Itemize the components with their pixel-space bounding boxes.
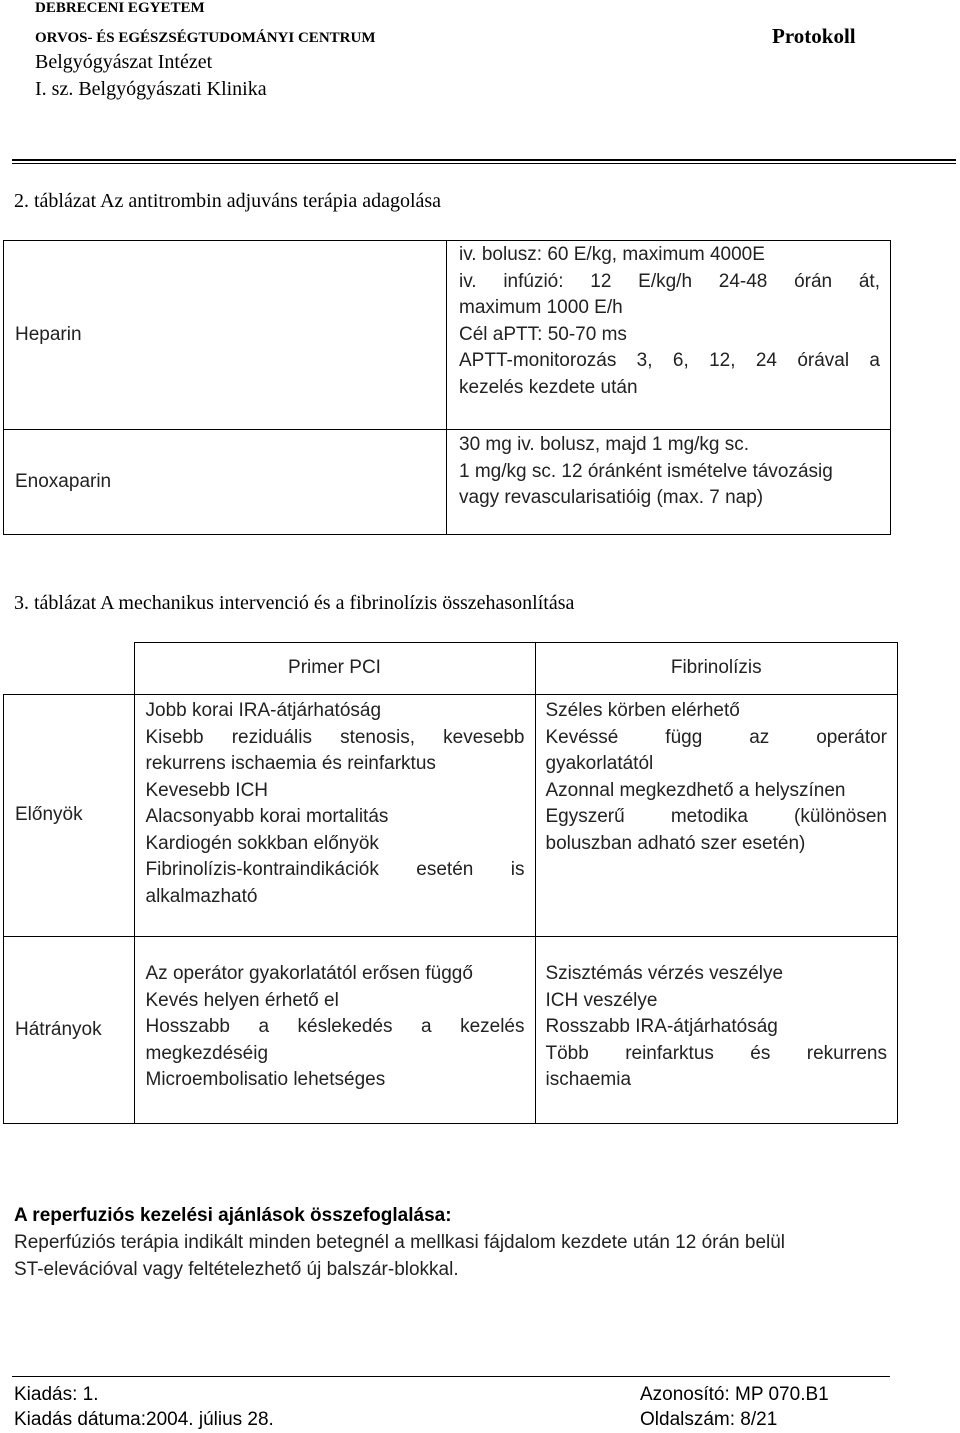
table2: [3, 240, 891, 535]
table2-drug-cell: [4, 241, 447, 430]
summary-heading: A reperfuziós kezelési ajánlások összefoglalása:: [14, 1205, 452, 1226]
row-label-cell: [4, 695, 135, 937]
clinic-name: I. sz. Belgyógyászati Klinika: [35, 78, 267, 100]
table3: [3, 642, 898, 1124]
institute-name: Belgyógyászat Intézet: [35, 51, 213, 73]
table2-dosage-cell: [447, 430, 891, 535]
fibrinolysis-text: Széles körben elérhető Kevéssé függ az operátor gyakorlatától Azonnal megkezdhető a helyszínen Egyszerű metodika (különösen boluszban adható szer esetén): [545, 700, 887, 854]
document-id: Azonosító: MP 070.B1: [640, 1384, 829, 1405]
pci-text: Az operátor gyakorlatától erősen függő Kevés helyen érhető el Hosszabb a késlekedés a kezelés megkezdéséig Microembolisatio lehetséges: [145, 963, 525, 1090]
institution-name: DEBRECENI EGYETEM: [35, 0, 205, 16]
header-rule-bottom: [12, 163, 956, 164]
footer-rule: [12, 1376, 890, 1377]
table2-dosage-cell: [447, 241, 891, 430]
issue-number: Kiadás: 1.: [14, 1384, 99, 1405]
drug-name: Enoxaparin: [15, 470, 112, 492]
fibrinolysis-cell: [535, 695, 898, 937]
table-row: [4, 695, 898, 937]
page-number: Oldalszám: 8/21: [640, 1409, 778, 1430]
column-header-pci: Primer PCI: [134, 643, 535, 695]
issue-date: Kiadás dátuma:2004. július 28.: [14, 1409, 274, 1430]
summary-line: Reperfúziós terápia indikált minden betegnél a mellkasi fájdalom kezdete után 12 órán belül: [14, 1232, 786, 1253]
table-header-row: [4, 643, 898, 695]
dosage-text: iv. bolusz: 60 E/kg, maximum 4000E iv. infúzió: 12 E/kg/h 24-48 órán át, maximum 1000 E/h Cél aPTT: 50-70 ms APTT-monitorozás 3, 6, 12, 24 órával a kezelés kezdete után: [459, 244, 880, 398]
dosage-text: 30 mg iv. bolusz, majd 1 mg/kg sc. 1 mg/kg sc. 12 óránként ismételve távozásig vagy revascularisatióig (max. 7 nap): [459, 434, 833, 508]
table-row: [4, 241, 891, 430]
table3-caption: 3. táblázat A mechanikus intervenció és a fibrinolízis összehasonlítása: [14, 592, 575, 614]
table-row: [4, 937, 898, 1124]
table2-drug-cell: [4, 430, 447, 535]
fibrinolysis-text: Szisztémás vérzés veszélye ICH veszélye Rosszabb IRA-átjárhatóság Több reinfarktus és rekurrens ischaemia: [545, 963, 887, 1090]
center-name: ORVOS- ÉS EGÉSZSÉGTUDOMÁNYI CENTRUM: [35, 30, 376, 46]
column-header-fibrinolysis: Fibrinolízis: [535, 643, 898, 695]
row-label: Előnyök: [15, 804, 83, 826]
header-rule-top: [12, 159, 956, 161]
doc-type: Protokoll: [772, 24, 856, 48]
pci-cell: [134, 695, 535, 937]
table-row: [4, 430, 891, 535]
row-label: Hátrányok: [15, 1018, 102, 1040]
pci-cell: [134, 937, 535, 1124]
pci-text: Jobb korai IRA-átjárhatóság Kisebb reziduális stenosis, kevesebb rekurrens ischaemia és reinfarktus Kevesebb ICH Alacsonyabb korai mortalitás Kardiogén sokkban előnyök Fibrinolízis-kontraindikációk esetén is alkalmazható: [145, 700, 525, 907]
summary-line: ST-elevációval vagy feltételezhető új balszár-blokkal.: [14, 1259, 459, 1280]
fibrinolysis-cell: [535, 937, 898, 1124]
drug-name: Heparin: [15, 323, 82, 345]
corner-cell: [4, 643, 135, 695]
row-label-cell: [4, 937, 135, 1124]
table2-caption: 2. táblázat Az antitrombin adjuváns terápia adagolása: [14, 190, 442, 212]
